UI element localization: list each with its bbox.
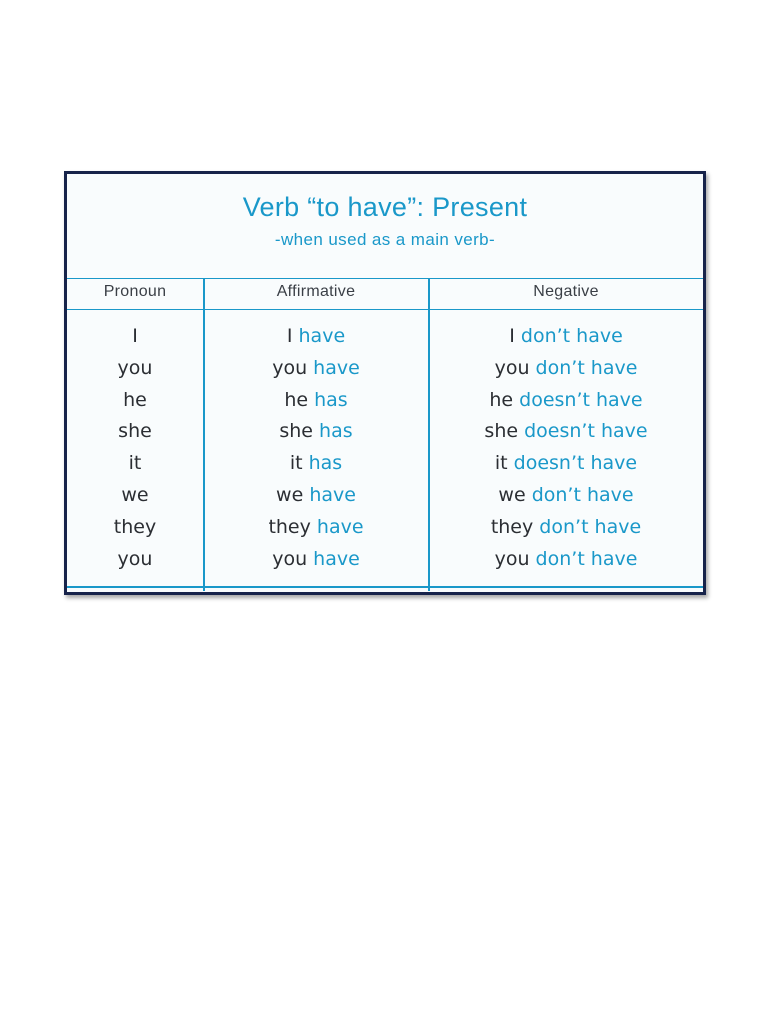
affirmative-subject: it xyxy=(289,452,303,475)
negative-verb: don’t have xyxy=(535,356,638,379)
affirmative-cell xyxy=(204,355,428,381)
table-bottom-border xyxy=(67,586,703,588)
table-row xyxy=(67,546,703,578)
column-header-pronoun: Pronoun xyxy=(103,283,167,300)
negative-cell xyxy=(429,387,703,413)
negative-cell xyxy=(429,482,703,508)
negative-cell xyxy=(429,418,703,444)
affirmative-cell xyxy=(204,482,428,508)
affirmative-subject: we xyxy=(276,483,304,506)
affirmative-cell xyxy=(204,546,428,572)
card-header xyxy=(67,174,703,279)
negative-verb: doesn’t have xyxy=(513,452,638,475)
card-title: Verb “to have”: Present xyxy=(242,192,528,222)
pronoun-cell: I xyxy=(132,325,138,347)
negative-subject: you xyxy=(494,356,530,379)
pronoun-cell: she xyxy=(118,420,152,443)
affirmative-verb: have xyxy=(313,547,360,570)
affirmative-verb: have xyxy=(298,325,346,347)
pronoun-cell: they xyxy=(113,515,157,538)
negative-verb: don’t have xyxy=(535,547,638,570)
negative-verb: don’t have xyxy=(531,483,634,506)
negative-cell xyxy=(429,450,703,476)
column-header-negative: Negative xyxy=(533,283,599,300)
affirmative-cell xyxy=(204,450,428,476)
pronoun-cell: it xyxy=(128,452,142,475)
negative-subject: you xyxy=(494,547,530,570)
negative-cell xyxy=(429,323,703,349)
affirmative-cell xyxy=(204,418,428,444)
conjugation-table xyxy=(67,278,703,592)
pronoun-cell: you xyxy=(117,356,153,379)
affirmative-subject: I xyxy=(286,325,293,347)
grammar-card xyxy=(64,171,706,595)
affirmative-subject: they xyxy=(268,515,311,538)
negative-verb: doesn’t have xyxy=(524,420,648,443)
affirmative-verb: has xyxy=(308,452,343,475)
pronoun-cell: he xyxy=(123,388,147,411)
negative-subject: she xyxy=(484,420,519,443)
table-row xyxy=(67,418,703,450)
negative-subject: they xyxy=(490,515,534,538)
affirmative-cell xyxy=(204,323,428,349)
negative-verb: don’t have xyxy=(520,325,623,347)
table-row xyxy=(67,450,703,482)
affirmative-subject: he xyxy=(284,388,309,411)
affirmative-subject: she xyxy=(279,420,313,443)
table-body xyxy=(67,323,703,577)
negative-cell xyxy=(429,546,703,572)
affirmative-cell xyxy=(204,387,428,413)
negative-verb: doesn’t have xyxy=(519,388,643,411)
table-row xyxy=(67,387,703,419)
negative-subject: I xyxy=(509,325,515,347)
negative-verb: don’t have xyxy=(539,515,642,538)
negative-subject: it xyxy=(494,452,508,475)
negative-subject: we xyxy=(498,483,526,506)
affirmative-verb: has xyxy=(314,388,348,411)
negative-subject: he xyxy=(489,388,514,411)
affirmative-verb: have xyxy=(309,483,356,506)
table-row xyxy=(67,482,703,514)
card-subtitle: -when used as a main verb- xyxy=(274,230,496,249)
affirmative-verb: have xyxy=(313,356,360,379)
negative-cell xyxy=(429,514,703,540)
negative-cell xyxy=(429,355,703,381)
table-row xyxy=(67,323,703,355)
affirmative-verb: has xyxy=(319,420,353,443)
table-row xyxy=(67,355,703,387)
affirmative-subject: you xyxy=(272,547,308,570)
column-header-affirmative: Affirmative xyxy=(276,283,356,300)
pronoun-cell: you xyxy=(117,547,153,570)
affirmative-cell xyxy=(204,514,428,540)
affirmative-subject: you xyxy=(272,356,308,379)
pronoun-cell: we xyxy=(121,483,149,506)
table-header-row xyxy=(67,279,703,310)
table-row xyxy=(67,514,703,546)
affirmative-verb: have xyxy=(316,515,364,538)
